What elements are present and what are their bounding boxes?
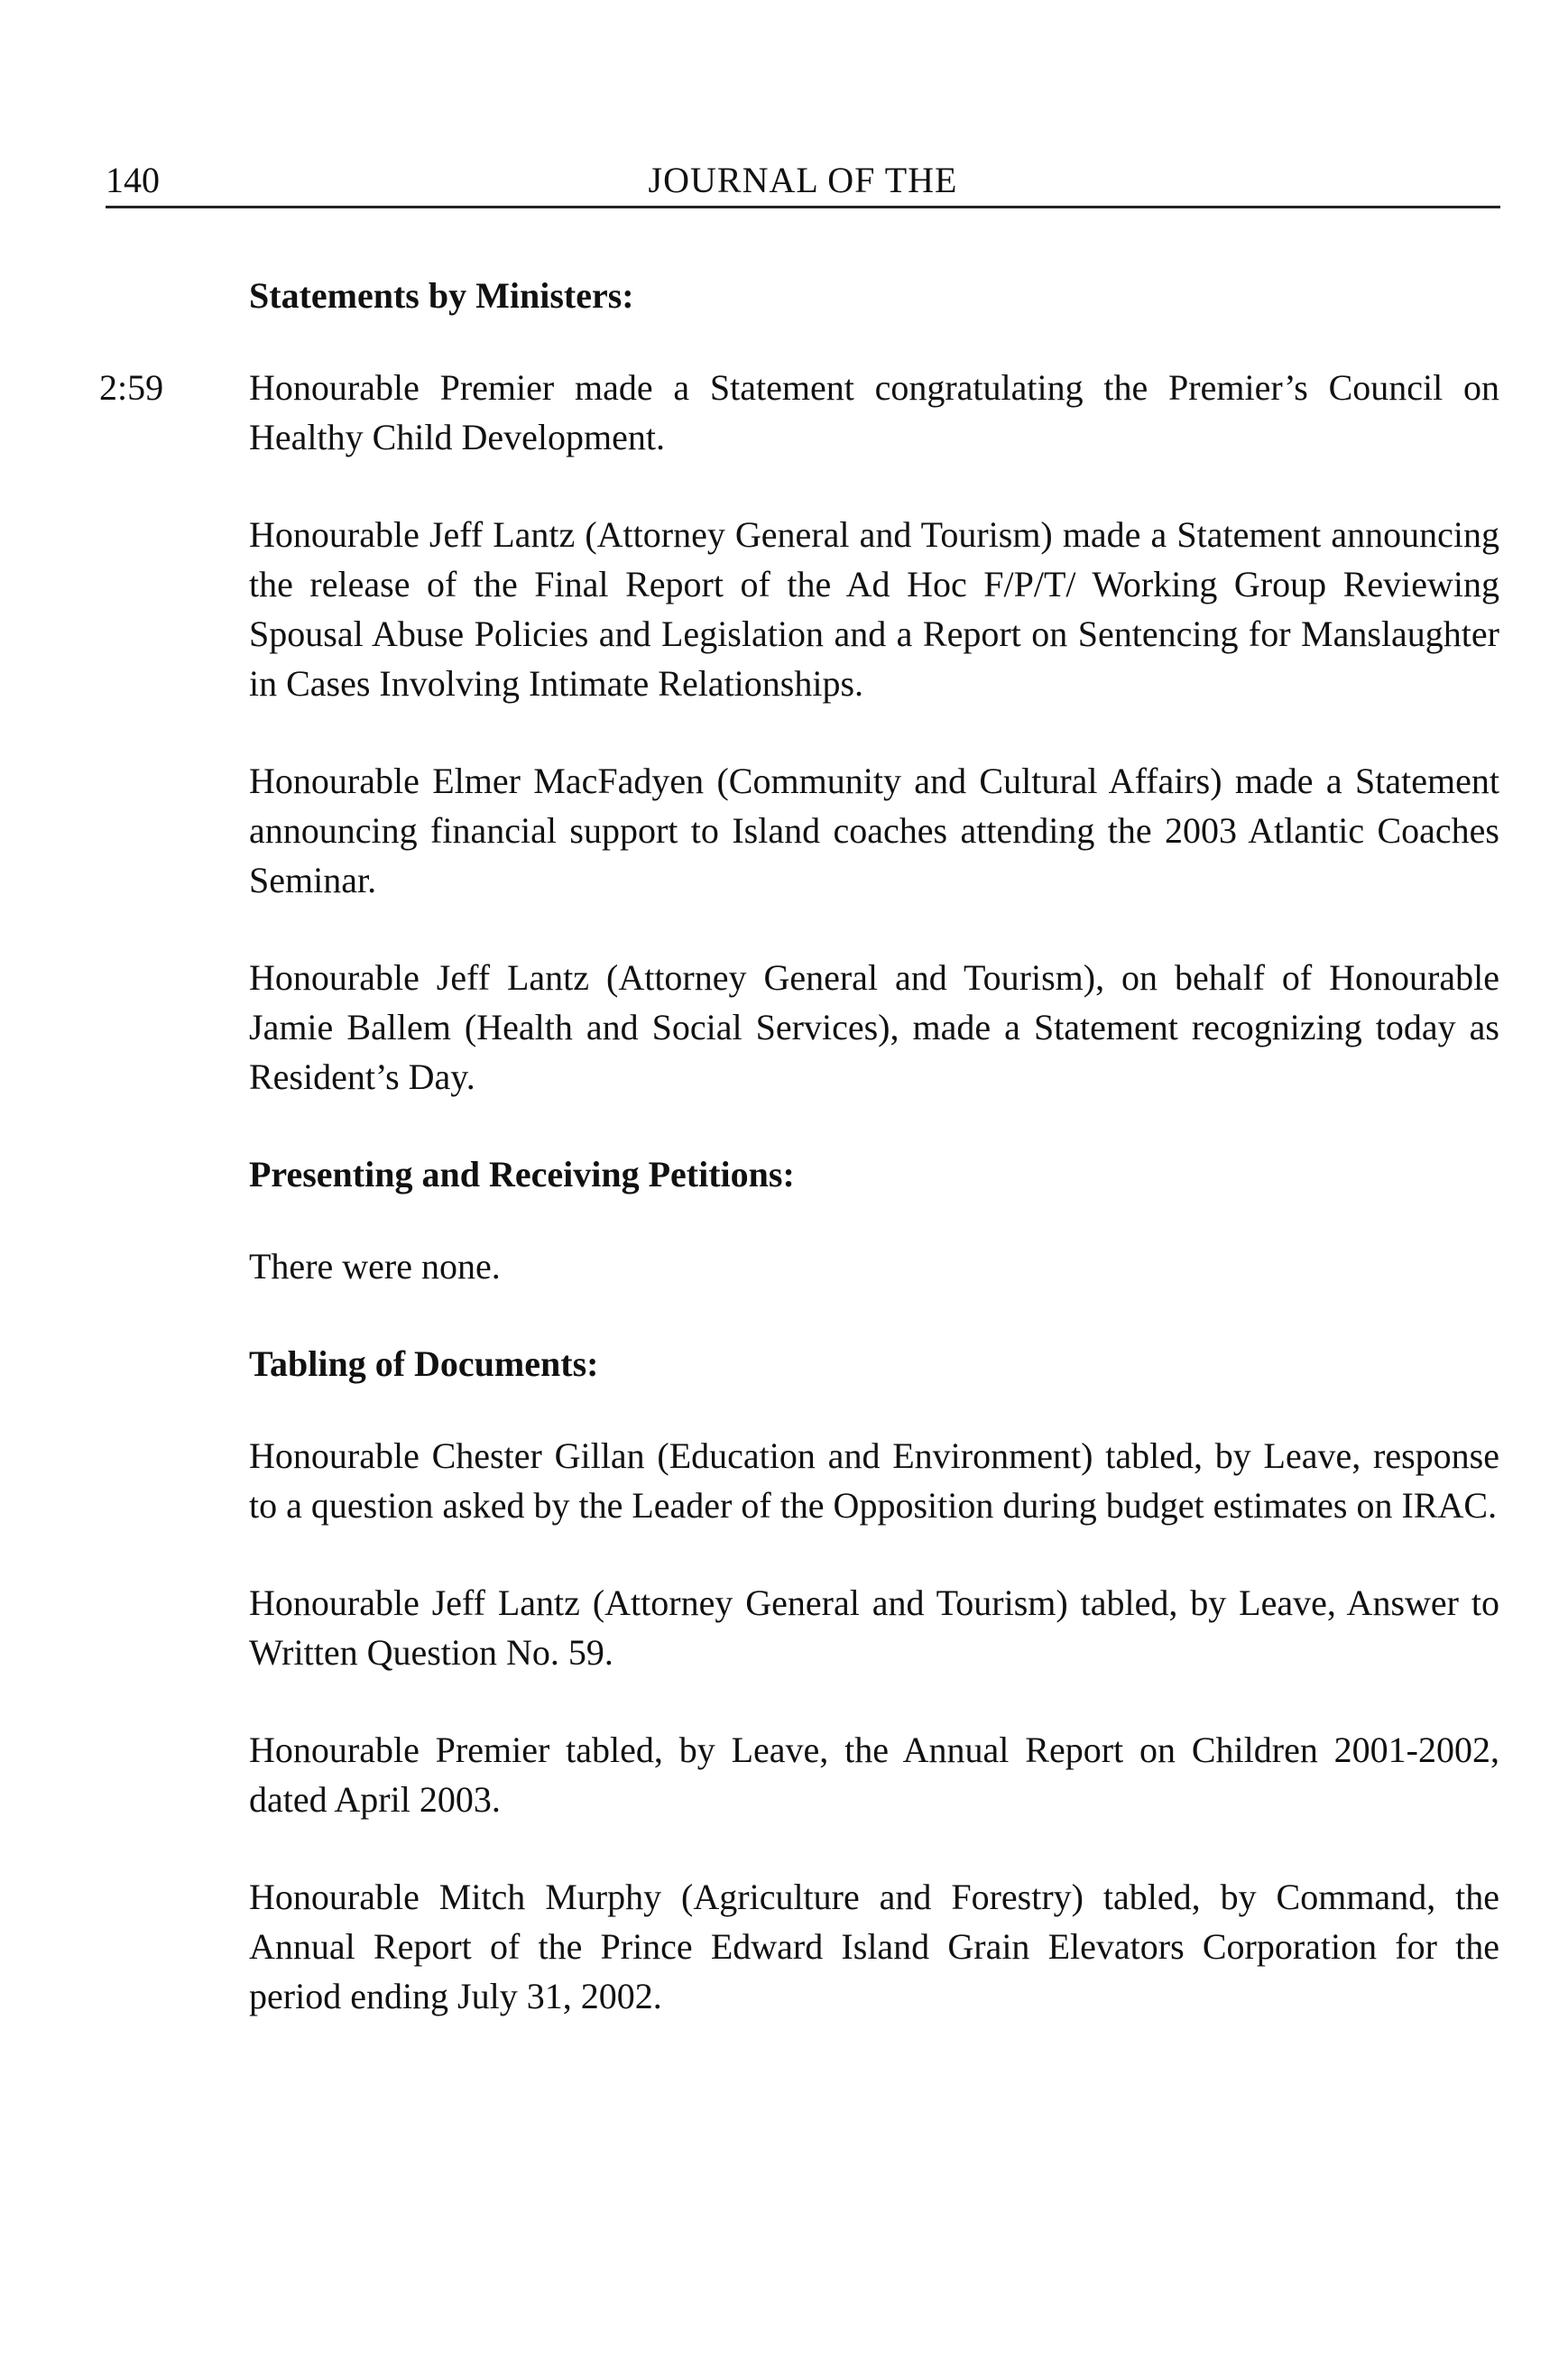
tabling-paragraph: Honourable Mitch Murphy (Agriculture and Forestry) tabled, by Command, the Annual Report of the Prince Edward Island Grain Elevators Corporation for the period ending July 31, 2002. [249,1877,1499,2016]
journal-body [99,271,1499,2069]
tabling-heading: Tabling of Documents: [249,1343,599,1384]
page-header [106,158,1500,203]
statement-text: Honourable Premier made a Statement congratulating the Premier’s Council on Healthy Child Development. [249,367,1499,457]
statement-paragraph [99,363,1499,462]
time-stamp: 2:59 [99,367,164,408]
petitions-heading: Presenting and Receiving Petitions: [249,1154,795,1195]
petitions-section [249,1149,1499,1291]
header-rule [106,206,1500,208]
running-head: JOURNAL OF THE [648,160,958,200]
tabling-paragraph: Honourable Premier tabled, by Leave, the Annual Report on Children 2001-2002, dated April 2003. [249,1730,1499,1820]
tabling-section [249,1339,1499,2021]
statements-heading: Statements by Ministers: [249,275,634,316]
statement-paragraph: Honourable Jeff Lantz (Attorney General and Tourism) made a Statement announcing the release of the Final Report of the Ad Hoc F/P/T/ Working Group Reviewing Spousal Abuse Policies and Legislation and a Report on Sentencing for Manslaughter in Cases Involving Intimate Relationships. [249,514,1499,704]
statement-paragraph: Honourable Jeff Lantz (Attorney General and Tourism), on behalf of Honourable Jamie Ballem (Health and Social Services), made a Statement recognizing today as Resident’s Day. [249,957,1499,1097]
tabling-paragraph: Honourable Jeff Lantz (Attorney General and Tourism) tabled, by Leave, Answer to Written Question No. 59. [249,1582,1499,1673]
statement-paragraph: Honourable Elmer MacFadyen (Community and Cultural Affairs) made a Statement announcing financial support to Island coaches attending the 2003 Atlantic Coaches Seminar. [249,761,1499,900]
tabling-paragraph: Honourable Chester Gillan (Education and Environment) tabled, by Leave, response to a question asked by the Leader of the Opposition during budget estimates on IRAC. [249,1435,1499,1526]
statements-section [99,271,1499,1102]
page-number: 140 [106,160,160,200]
petitions-text: There were none. [249,1246,501,1287]
